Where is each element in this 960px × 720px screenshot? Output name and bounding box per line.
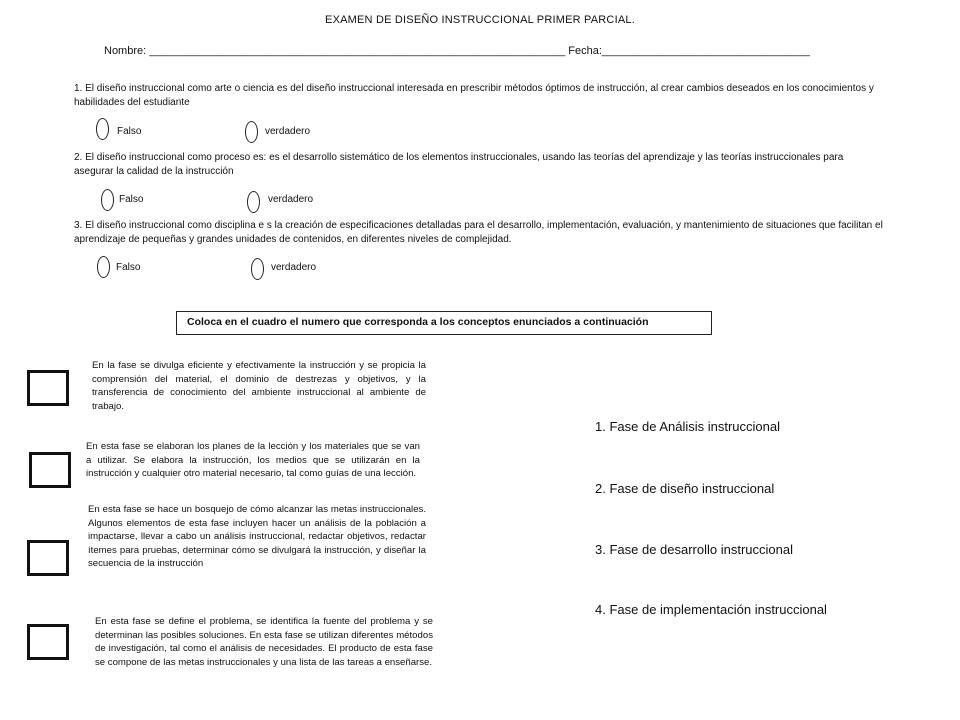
exam-title: EXAMEN DE DISEÑO INSTRUCCIONAL PRIMER PARCIAL. bbox=[325, 14, 635, 26]
question-1-text: 1. El diseño instruccional como arte o ciencia es del diseño instruccional interesada en prescribir métodos óptimos de instrucción, al crear cambios deseados en los conocimientos y habilidades del estudiante bbox=[74, 83, 874, 108]
question-1-false-option[interactable] bbox=[96, 118, 109, 140]
phase-option-4: 4. Fase de implementación instruccional bbox=[595, 602, 827, 617]
question-1-true-label: verdadero bbox=[265, 126, 311, 137]
question-2-false-label: Falso bbox=[119, 194, 144, 205]
question-3-text: 3. El diseño instruccional como disciplina e s la creación de especificaciones detalladas para el desarrollo, implementación, evaluación, y mantenimiento de situaciones que facilitan el aprendizaje de pequeñas y grandes unidades de contenidos, en diferentes niveles de complejidad. bbox=[74, 220, 883, 245]
question-2-text: 2. El diseño instruccional como proceso es: es el desarrollo sistemático de los elementos instruccionales, usando las teorías del aprendizaje y las teorías instruccionales para asegurar la calidad de la instrucción bbox=[74, 152, 844, 177]
question-2-false-option[interactable] bbox=[101, 189, 114, 211]
matching-instruction-box: Coloca en el cuadro el numero que corresponda a los conceptos enunciados a continuación bbox=[176, 311, 712, 335]
phase-option-3: 3. Fase de desarrollo instruccional bbox=[595, 542, 793, 557]
phase-description-4: En esta fase se define el problema, se identifica la fuente del problema y se determinan las posibles soluciones. En esta fase se utilizan diferentes métodos de investigación, tal como el análisis de necesidades. El producto de esta fase se compone de las metas instruccionales y una lista de las tareas a enseñarse. bbox=[95, 616, 433, 668]
phase-option-2: 2. Fase de diseño instruccional bbox=[595, 481, 775, 496]
question-1-true-option[interactable] bbox=[245, 121, 258, 143]
question-3-true-option[interactable] bbox=[251, 258, 264, 280]
phase-description-3: En esta fase se hace un bosquejo de cómo alcanzar las metas instruccionales. Algunos elementos de esta fase incluyen hacer un análisis de la población a impactarse, llevar a cabo un análisis instruccional, redactar objetivos, redactar ítemes para pruebas, determinar cómo se divulgará la instrucción, y diseñar la secuencia de la instrucción bbox=[88, 504, 426, 570]
question-2-true-label: verdadero bbox=[268, 194, 314, 205]
question-3-false-option[interactable] bbox=[97, 256, 110, 278]
question-2-true-option[interactable] bbox=[247, 191, 260, 213]
answer-box-2[interactable] bbox=[29, 452, 71, 488]
phase-description-2: En esta fase se elaboran los planes de la lección y los materiales que se van a utilizar. Se elabora la instrucción, los medios que se utilizarán en la instrucción y cualquier otro material necesario, tal como guías de una lección. bbox=[86, 441, 420, 480]
name-date-line: Nombre: ____________________________________________________________________ Fecha:__________________________________ bbox=[104, 45, 810, 57]
answer-box-1[interactable] bbox=[27, 370, 69, 406]
phase-option-1: 1. Fase de Análisis instruccional bbox=[595, 419, 780, 434]
question-3-true-label: verdadero bbox=[271, 262, 317, 273]
answer-box-3[interactable] bbox=[27, 540, 69, 576]
answer-box-4[interactable] bbox=[27, 624, 69, 660]
question-1-false-label: Falso bbox=[117, 126, 142, 137]
phase-description-1: En la fase se divulga eficiente y efectivamente la instrucción y se propicia la comprensión del material, el dominio de destrezas y objetivos, y la transferencia de conocimiento del ambiente instruccional al ambiente de trabajo. bbox=[92, 360, 426, 412]
question-3-false-label: Falso bbox=[116, 262, 141, 273]
